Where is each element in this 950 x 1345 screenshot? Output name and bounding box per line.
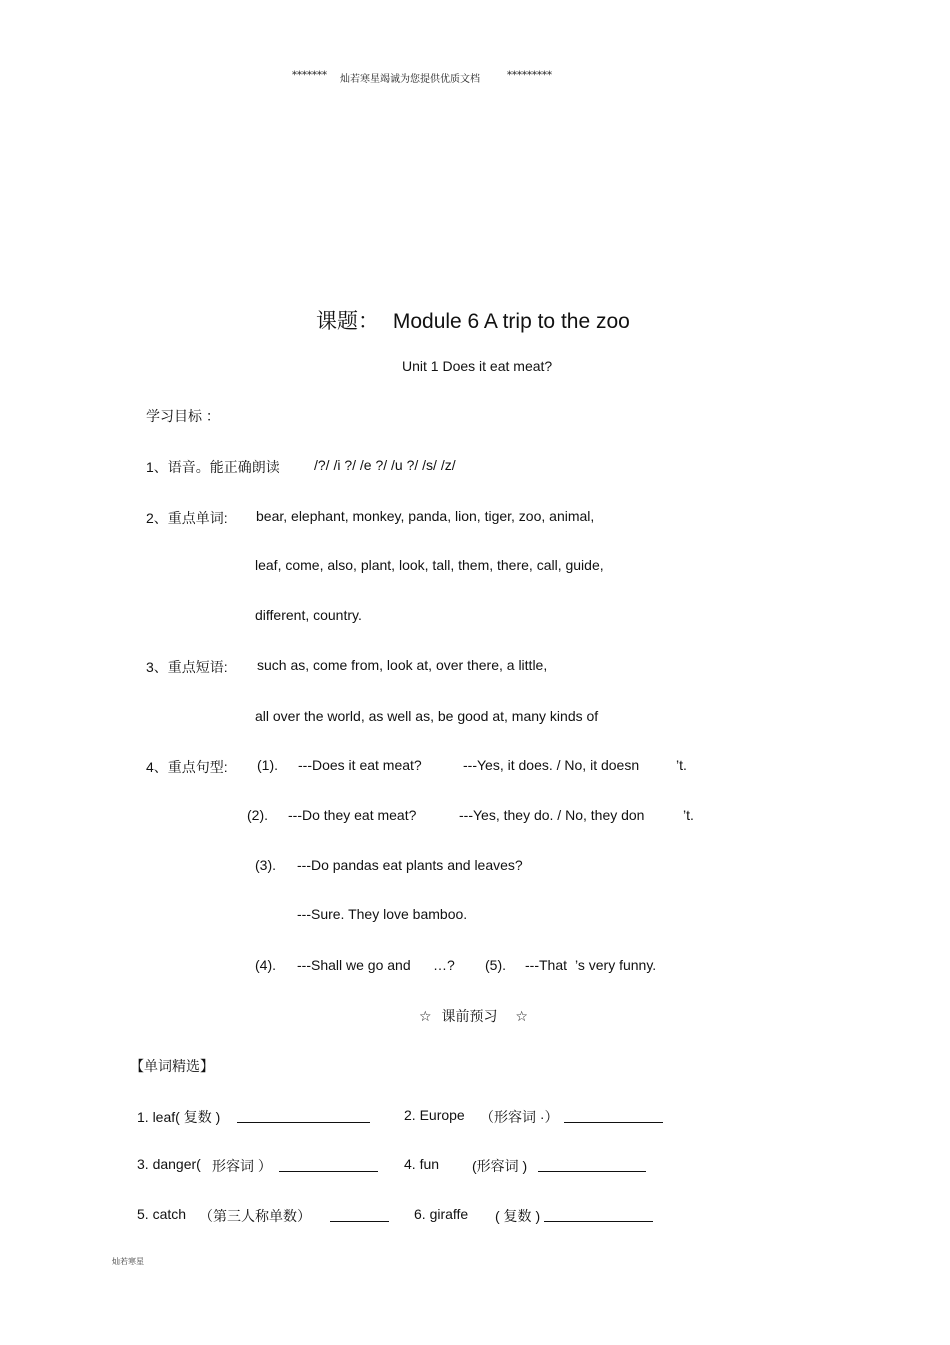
obj1-label: 1、语音。能正确朗读 [146,459,280,475]
vocab-hint-5: （第三人称单数） [199,1208,311,1224]
preview-label: 课前预习 [441,1008,498,1024]
header-text: 灿若寒星竭诚为您提供优质文档 [340,74,480,85]
s1-end: ’t. [676,757,687,773]
footer-text: 灿若寒星 [112,1257,144,1266]
s5-part2: ’s very funny. [575,957,657,973]
obj3-label: 3、重点短语: [146,659,228,675]
s5-number: (5). [485,957,506,973]
s4-number: (4). [255,957,276,973]
vocab-blank-5[interactable] [330,1207,389,1222]
obj2-line3: different, country. [255,607,362,623]
vocab-hint-2: （形容词 ·） [480,1109,559,1125]
vocab-item-1: 1. leaf( 复数 ) [137,1109,221,1125]
star-icon: ☆ [515,1008,528,1024]
vocab-blank-4[interactable] [538,1157,646,1172]
s2-number: (2). [247,807,268,823]
vocab-hint-3: 形容词 ） [212,1158,272,1174]
obj3-line2: all over the world, as well as, be good at, many kinds of [255,708,599,724]
header-left-stars: ******* [292,70,327,81]
obj2-line2: leaf, come, also, plant, look, tall, them, there, call, guide, [255,557,604,573]
title-main: Module 6 A trip to the zoo [392,310,630,333]
page-title [316,305,630,335]
unit-title: Unit 1 Does it eat meat? [402,358,553,374]
obj3-line1: such as, come from, look at, over there, a little, [257,657,548,673]
header-right-stars: ********* [507,70,552,81]
s1-answer: ---Yes, it does. / No, it doesn [463,757,640,773]
obj2-label: 2、重点单词: [146,510,228,526]
title-prefix: 课题： [316,310,379,333]
vocab-hint-4: (形容词 ) [472,1158,528,1174]
s3-number: (3). [255,857,276,873]
vocab-item-5: 5. catch [137,1206,187,1222]
s4-question: ---Shall we go and [297,957,411,973]
vocab-item-2: 2. Europe [404,1107,465,1123]
vocab-blank-6[interactable] [544,1207,653,1222]
obj1-phonetics: /?/ /i ?/ /e ?/ /u ?/ /s/ /z/ [314,457,456,473]
s3-answer: ---Sure. They love bamboo. [297,906,468,922]
vocab-hint-6: ( 复数 ) [495,1208,541,1224]
s5-part1: ---That [525,957,567,973]
vocab-item-6: 6. giraffe [414,1206,469,1222]
star-icon: ☆ [419,1008,432,1024]
obj2-line1: bear, elephant, monkey, panda, lion, tiger, zoo, animal, [256,508,595,524]
obj4-label: 4、重点句型: [146,759,228,775]
s4-dots: …? [433,957,455,973]
s1-number: (1). [257,757,278,773]
preview-heading [419,1006,528,1026]
vocab-section-title: 【单词精选】 [130,1058,214,1074]
vocab-blank-1[interactable] [237,1108,370,1123]
vocab-item-3: 3. danger( [137,1156,201,1172]
s2-answer: ---Yes, they do. / No, they don [459,807,645,823]
s1-question: ---Does it eat meat? [298,757,422,773]
s2-question: ---Do they eat meat? [288,807,417,823]
objectives-label: 学习目标 ： [146,408,220,424]
s3-question: ---Do pandas eat plants and leaves? [297,857,523,873]
vocab-blank-3[interactable] [279,1157,378,1172]
vocab-item-4: 4. fun [404,1156,440,1172]
vocab-blank-2[interactable] [564,1108,663,1123]
s2-end: ’t. [683,807,694,823]
